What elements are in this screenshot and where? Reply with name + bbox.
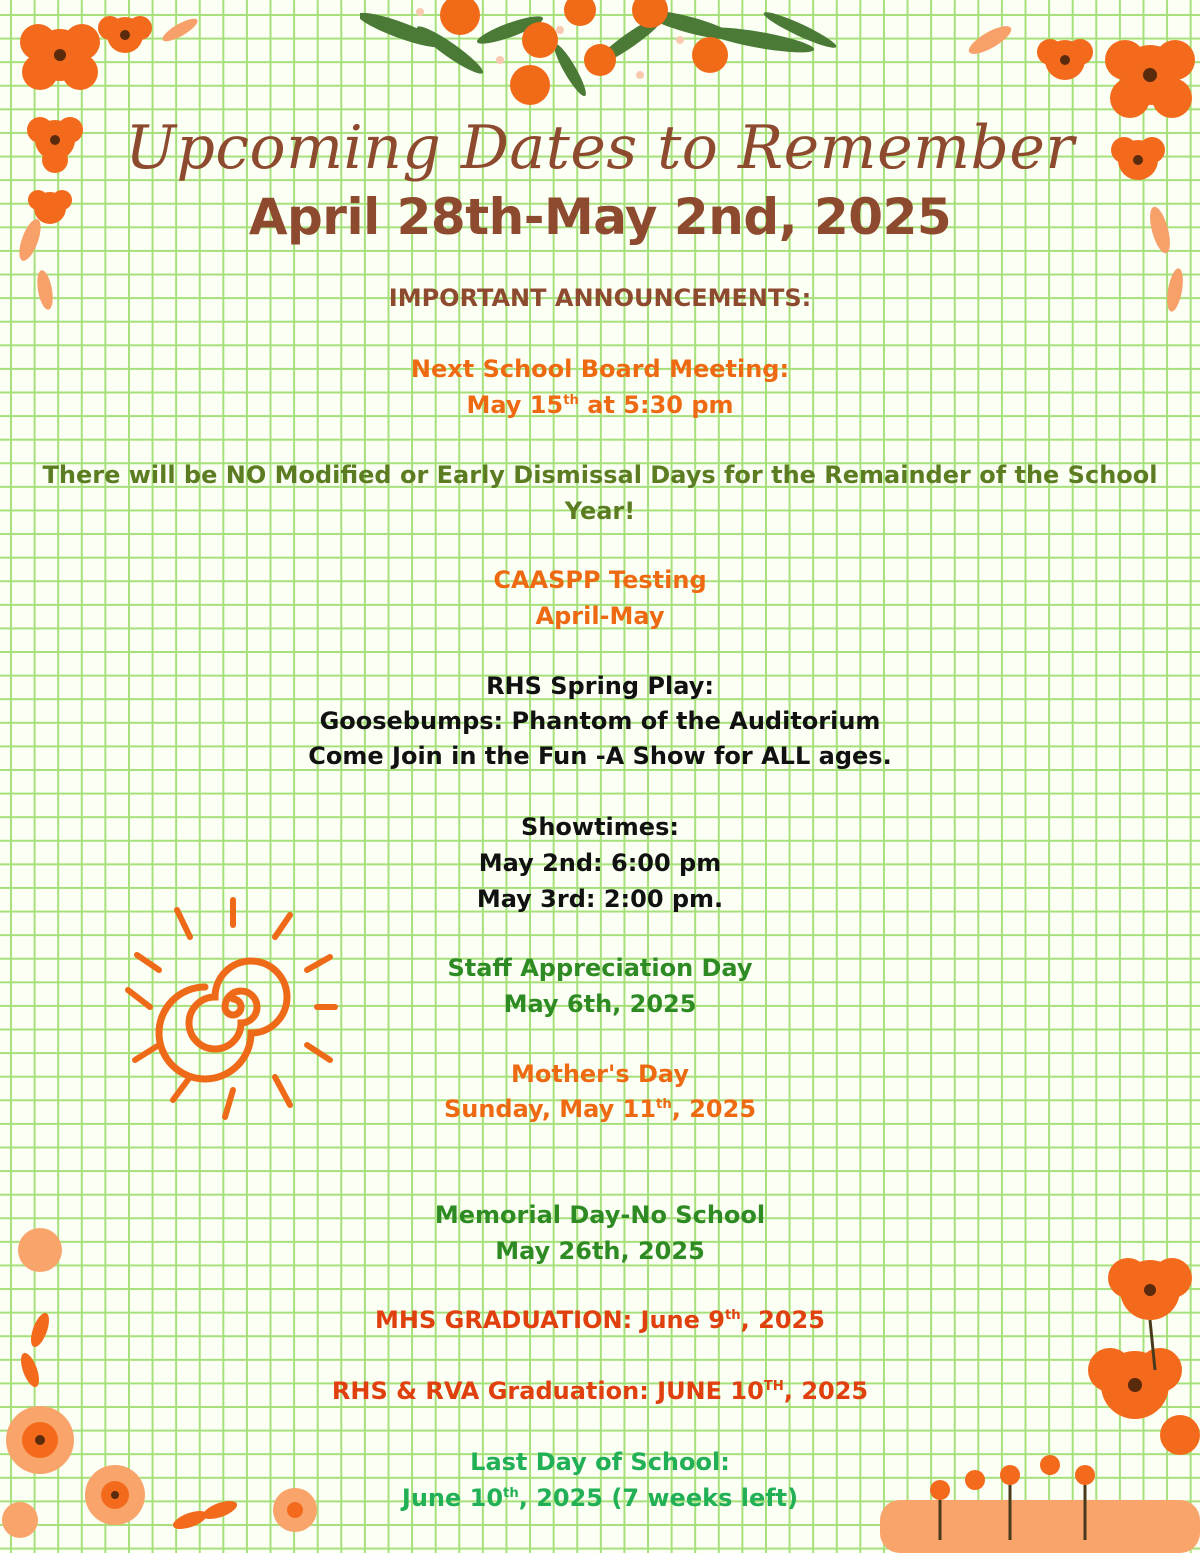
board-meeting-date: May 15th at 5:30 pm (466, 391, 734, 419)
rhs-graduation: RHS & RVA Graduation: JUNE 10TH, 2025 (331, 1377, 869, 1405)
staff-day-label: Staff Appreciation Day (447, 954, 753, 982)
dismissal-notice-line2: Year! (564, 497, 636, 525)
showtimes-label: Showtimes: (521, 813, 679, 841)
section-heading: IMPORTANT ANNOUNCEMENTS: (388, 284, 812, 312)
staff-day-date: May 6th, 2025 (503, 990, 697, 1018)
dismissal-notice-line1: There will be NO Modified or Early Dismissal Days for the Remainder of the School (42, 461, 1158, 489)
page-title: Upcoming Dates to Remember (125, 113, 1075, 183)
last-day-date: June 10th, 2025 (7 weeks left) (401, 1484, 799, 1512)
testing-date: April-May (535, 602, 665, 630)
play-label: RHS Spring Play: (486, 672, 714, 700)
board-meeting-label: Next School Board Meeting: (410, 355, 790, 383)
mhs-graduation: MHS GRADUATION: June 9th, 2025 (375, 1306, 825, 1334)
date-range: April 28th-May 2nd, 2025 (248, 188, 952, 246)
memorial-day-date: May 26th, 2025 (495, 1237, 705, 1265)
testing-label: CAASPP Testing (493, 566, 707, 594)
last-day-label: Last Day of School: (470, 1448, 730, 1476)
memorial-day-label: Memorial Day-No School (434, 1201, 766, 1229)
mothers-day-label: Mother's Day (510, 1060, 690, 1088)
play-tagline: Come Join in the Fun -A Show for ALL ages. (308, 742, 892, 770)
mothers-day-date: Sunday, May 11th, 2025 (443, 1095, 757, 1123)
showtime-2: May 3rd: 2:00 pm. (476, 885, 724, 913)
showtime-1: May 2nd: 6:00 pm (478, 849, 722, 877)
play-title: Goosebumps: Phantom of the Auditorium (319, 707, 881, 735)
